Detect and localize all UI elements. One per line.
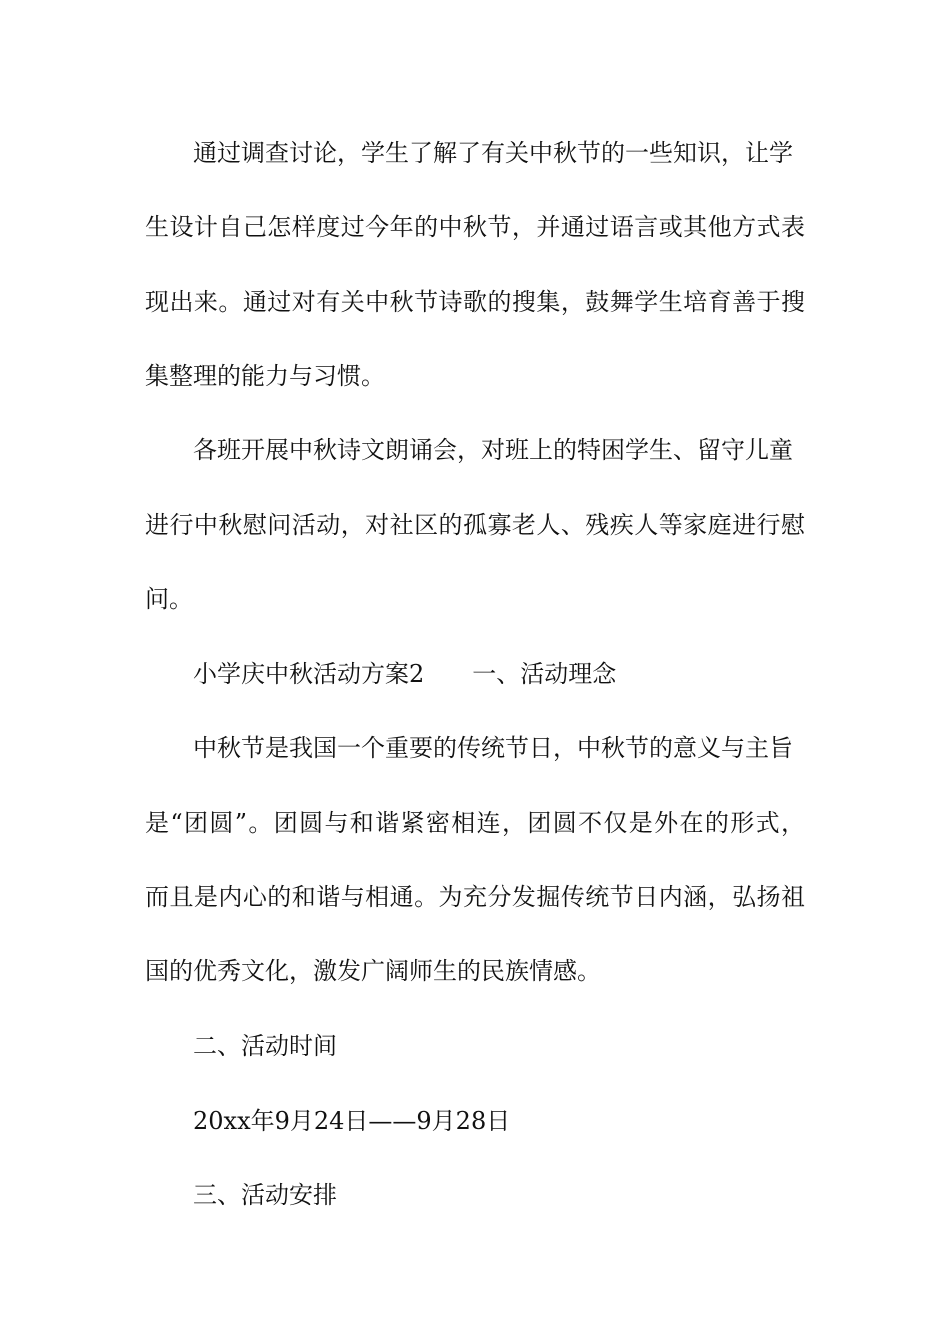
paragraph-3-line-2: 是“团圆”。团圆与和谐紧密相连，团圆不仅是外在的形式， <box>145 809 805 837</box>
paragraph-1-line-1: 通过调查讨论，学生了解了有关中秋节的一些知识，让学 <box>193 139 793 167</box>
paragraph-1-line-2: 生设计自己怎样度过今年的中秋节，并通过语言或其他方式表 <box>145 213 805 241</box>
section-heading-plan-2: 小学庆中秋活动方案2 一、活动理念 <box>193 660 617 688</box>
paragraph-3-line-1: 中秋节是我国一个重要的传统节日，中秋节的意义与主旨 <box>193 734 793 762</box>
paragraph-3-line-4: 国的优秀文化，激发广阔师生的民族情感。 <box>145 957 601 985</box>
section-heading-activity-time: 二、活动时间 <box>193 1032 337 1060</box>
paragraph-3-line-3: 而且是内心的和谐与相通。为充分发掘传统节日内涵，弘扬祖 <box>145 883 805 911</box>
activity-time-value: 20xx年9月24日——9月28日 <box>193 1107 511 1135</box>
paragraph-1-line-3: 现出来。通过对有关中秋节诗歌的搜集，鼓舞学生培育善于搜 <box>145 288 805 316</box>
section-heading-activity-arrangement: 三、活动安排 <box>193 1181 337 1209</box>
paragraph-1-line-4: 集整理的能力与习惯。 <box>145 362 385 390</box>
paragraph-2-line-1: 各班开展中秋诗文朗诵会，对班上的特困学生、留守儿童 <box>193 436 793 464</box>
paragraph-2-line-3: 问。 <box>145 585 193 613</box>
paragraph-2-line-2: 进行中秋慰问活动，对社区的孤寡老人、残疾人等家庭进行慰 <box>145 511 805 539</box>
